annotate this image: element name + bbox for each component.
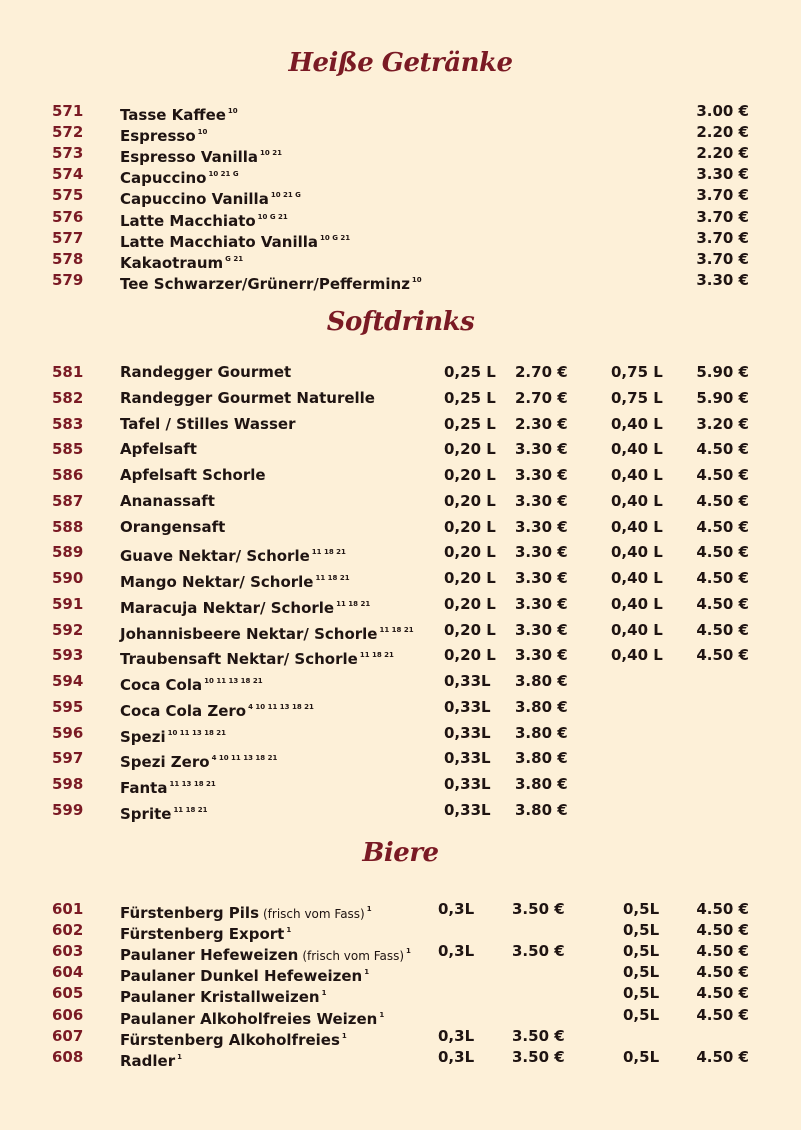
allergen-codes: 1 (286, 926, 292, 935)
item-name: Capuccino (120, 169, 207, 188)
item-name: Fürstenberg Alkoholfreies (120, 1030, 340, 1049)
item-name: Radler (120, 1051, 176, 1070)
item-name: Randegger Gourmet (120, 363, 292, 381)
item-number: 588 (52, 517, 84, 536)
item-number: 607 (52, 1026, 84, 1045)
menu-item-row (0, 962, 801, 986)
size-small: 0,3L (438, 1026, 475, 1045)
item-number: 583 (52, 414, 84, 433)
size-small: 0,3L (438, 900, 475, 918)
menu-item-row (0, 517, 801, 537)
price-large: 4.50 € (696, 1005, 749, 1024)
price-large: 5.90 € (696, 388, 749, 407)
menu-item-row (0, 414, 801, 434)
size-large: 0,5L (623, 984, 660, 1003)
item-number: 577 (52, 228, 84, 247)
item-number: 581 (52, 363, 84, 381)
item-name: Fürstenberg Pils (120, 904, 259, 922)
menu-item-row (0, 774, 801, 797)
item-name: Traubensaft Nektar/ Schorle (120, 650, 358, 669)
price-large: 4.50 € (696, 900, 749, 918)
size-small: 0,20 L (444, 466, 496, 484)
price-small: 3.30 € (515, 620, 568, 639)
size-large: 0,75 L (611, 363, 663, 381)
item-number: 601 (52, 900, 84, 918)
allergen-codes: 10 (227, 107, 238, 115)
item-name: Capuccino Vanilla (120, 190, 269, 209)
price-small: 3.50 € (512, 1047, 565, 1066)
price-small: 3.80 € (515, 697, 568, 716)
item-number: 579 (52, 270, 84, 289)
price-small: 3.80 € (515, 800, 568, 819)
size-small: 0,25 L (444, 388, 496, 407)
item-name: Kakaotraum (120, 253, 224, 272)
item-name-group (120, 568, 350, 592)
item-name: Apfelsaft Schorle (120, 466, 266, 484)
item-number: 575 (52, 186, 84, 205)
item-number: 606 (52, 1005, 84, 1024)
price-small: 3.50 € (512, 942, 565, 961)
item-name-group (120, 1047, 182, 1071)
item-name: Coca Cola Zero (120, 701, 247, 720)
size-large: 0,40 L (611, 646, 663, 665)
size-small: 0,3L (438, 1047, 475, 1066)
menu-item-row (0, 542, 801, 566)
size-large: 0,5L (623, 1005, 660, 1024)
section-title-hot-drinks: Heiße Getränke (288, 48, 513, 78)
item-name: Paulaner Kristallweizen (120, 988, 320, 1007)
size-large: 0,40 L (611, 594, 663, 613)
size-small: 0,20 L (444, 646, 496, 665)
menu-item-row (0, 465, 801, 485)
item-price: 2.20 € (696, 123, 749, 142)
allergen-codes: G 21 (225, 254, 244, 263)
price-small: 2.70 € (515, 388, 568, 407)
size-large: 0,5L (623, 921, 660, 940)
item-name: Coca Cola (120, 676, 203, 694)
menu-item-row (0, 671, 801, 694)
item-number: 593 (52, 646, 84, 665)
allergen-codes: 1 (406, 947, 411, 956)
item-number: 605 (52, 984, 84, 1003)
item-name-group (120, 414, 295, 434)
item-name-group (120, 671, 263, 695)
item-number: 576 (52, 207, 84, 226)
allergen-codes: 1 (379, 1010, 385, 1019)
menu-item-row (0, 1005, 801, 1028)
item-number: 574 (52, 165, 84, 184)
item-name-group (120, 388, 375, 408)
item-number: 586 (52, 466, 84, 484)
size-large: 0,5L (623, 1047, 660, 1066)
allergen-codes: 10 11 13 18 21 (204, 677, 263, 685)
size-small: 0,25 L (444, 414, 496, 433)
size-small: 0,33L (444, 723, 491, 742)
item-name: Tee Schwarzer/Grünerr/Pefferminz (120, 274, 410, 293)
item-number: 592 (52, 620, 84, 639)
item-name: Orangensaft (120, 517, 226, 536)
section-title-beers: Biere (362, 838, 439, 868)
item-number: 590 (52, 569, 84, 587)
item-name: Spezi Zero (120, 753, 210, 772)
allergen-codes: 10 (411, 275, 422, 284)
item-name: Latte Macchiato (120, 211, 256, 230)
allergen-codes: 1 (341, 1031, 347, 1040)
size-large: 0,40 L (611, 491, 663, 510)
item-number: 573 (52, 144, 84, 163)
menu-item-row (0, 491, 801, 511)
item-name: Paulaner Alkoholfreies Weizen (120, 1009, 378, 1028)
item-name: Tafel / Stilles Wasser (120, 414, 296, 433)
menu-item-row (0, 800, 801, 823)
item-name: Johannisbeere Nektar/ Schorle (120, 624, 378, 643)
allergen-codes: 11 18 21 (311, 548, 346, 557)
size-small: 0,20 L (444, 620, 496, 639)
menu-item-row (0, 594, 801, 617)
size-small: 0,33L (444, 697, 491, 716)
allergen-codes: 10 21 G (270, 191, 301, 200)
item-name: Paulaner Hefeweizen (120, 946, 299, 965)
allergen-codes: 11 13 18 21 (169, 780, 216, 788)
menu-item-row (0, 228, 801, 251)
allergen-codes: 10 21 (260, 149, 282, 158)
price-large: 4.50 € (696, 963, 749, 982)
item-name: Randegger Gourmet Naturelle (120, 388, 375, 407)
price-small: 3.30 € (515, 543, 568, 562)
menu-item-row (0, 697, 801, 720)
menu-item-row (0, 439, 801, 459)
size-small: 0,20 L (444, 517, 496, 536)
allergen-codes: 4 10 11 13 18 21 (211, 754, 278, 763)
menu-item-row (0, 920, 801, 944)
size-small: 0,25 L (444, 363, 496, 381)
item-number: 595 (52, 697, 84, 716)
item-name-group (120, 620, 414, 644)
price-large: 4.50 € (696, 569, 749, 587)
menu-item-row (0, 249, 801, 272)
item-price: 3.70 € (696, 228, 749, 247)
menu-item-row (0, 645, 801, 669)
size-large: 0,40 L (611, 414, 663, 433)
item-name-group (120, 697, 314, 721)
allergen-codes: 1 (366, 905, 372, 913)
price-small: 3.80 € (515, 723, 568, 742)
price-large: 4.50 € (696, 517, 749, 536)
menu-item-row (0, 185, 801, 209)
allergen-codes: 11 18 21 (379, 625, 414, 634)
size-large: 0,40 L (611, 517, 663, 536)
item-number: 572 (52, 123, 84, 142)
item-number: 589 (52, 543, 84, 562)
item-name-group (120, 748, 277, 772)
item-number: 571 (52, 102, 84, 120)
item-number: 604 (52, 963, 84, 982)
item-name: Tasse Kaffee (120, 106, 226, 124)
item-number: 582 (52, 388, 84, 407)
price-small: 3.30 € (515, 594, 568, 613)
size-large: 0,75 L (611, 388, 663, 407)
price-small: 3.80 € (515, 672, 568, 690)
price-small: 3.30 € (515, 646, 568, 665)
size-large: 0,40 L (611, 466, 663, 484)
item-name: Fürstenberg Export (120, 925, 285, 944)
item-name: Sprite (120, 804, 172, 823)
size-small: 0,20 L (444, 569, 496, 587)
item-name-group (120, 723, 226, 747)
item-price: 3.00 € (696, 102, 749, 120)
allergen-codes: 10 G 21 (257, 212, 288, 221)
price-large: 4.50 € (696, 646, 749, 665)
menu-item-row (0, 620, 801, 643)
item-name: Guave Nektar/ Schorle (120, 547, 310, 566)
allergen-codes: 10 21 G (208, 170, 239, 179)
size-large: 0,40 L (611, 543, 663, 562)
item-number: 608 (52, 1047, 84, 1066)
item-name: Espresso Vanilla (120, 148, 259, 167)
price-small: 3.30 € (515, 569, 568, 587)
item-name: Latte Macchiato Vanilla (120, 232, 319, 251)
price-large: 4.50 € (696, 984, 749, 1003)
item-name: Ananassaft (120, 491, 215, 510)
price-small: 3.50 € (512, 900, 565, 918)
menu-item-row (0, 270, 801, 293)
price-small: 3.30 € (515, 517, 568, 536)
allergen-codes: 11 18 21 (315, 574, 350, 582)
price-small: 3.30 € (515, 440, 568, 459)
item-name: Spezi (120, 727, 166, 746)
item-note: (frisch vom Fass) (263, 907, 365, 921)
allergen-codes: 10 11 13 18 21 (167, 728, 227, 737)
price-large: 4.50 € (696, 921, 749, 940)
size-small: 0,3L (438, 942, 475, 961)
item-number: 587 (52, 491, 84, 510)
item-name-group (120, 594, 370, 618)
price-small: 3.30 € (515, 466, 568, 484)
item-name-group (120, 542, 346, 566)
item-name-group (120, 491, 215, 511)
item-number: 591 (52, 594, 84, 613)
size-small: 0,20 L (444, 543, 496, 562)
allergen-codes: 10 G 21 (320, 233, 351, 242)
menu-item-row (0, 362, 801, 382)
item-number: 603 (52, 942, 84, 961)
size-large: 0,40 L (611, 569, 663, 587)
size-small: 0,33L (444, 749, 491, 768)
size-small: 0,33L (444, 672, 491, 690)
size-small: 0,33L (444, 800, 491, 819)
price-large: 4.50 € (696, 543, 749, 562)
menu-item-row (0, 568, 801, 591)
item-name: Espresso (120, 127, 196, 146)
price-small: 3.80 € (515, 749, 568, 768)
item-number: 602 (52, 921, 84, 940)
menu-item-row (0, 164, 801, 188)
price-large: 4.50 € (696, 942, 749, 961)
item-name-group (120, 465, 266, 485)
price-large: 5.90 € (696, 363, 749, 381)
item-name-group (120, 362, 291, 382)
size-small: 0,20 L (444, 594, 496, 613)
menu-item-row (0, 748, 801, 772)
item-note: (frisch vom Fass) (302, 949, 405, 964)
item-name-group (120, 439, 197, 459)
item-name-group (120, 270, 422, 294)
item-name-group (120, 774, 216, 798)
menu-item-row (0, 122, 801, 146)
allergen-codes: 10 (197, 128, 208, 137)
item-name-group (120, 645, 394, 669)
item-name: Mango Nektar/ Schorle (120, 573, 314, 591)
allergen-codes: 1 (177, 1052, 182, 1061)
menu-item-row (0, 388, 801, 408)
price-large: 4.50 € (696, 466, 749, 484)
size-small: 0,33L (444, 775, 491, 793)
price-large: 4.50 € (696, 491, 749, 510)
menu-item-row (0, 1026, 801, 1049)
item-name: Apfelsaft (120, 440, 197, 459)
size-large: 0,40 L (611, 620, 663, 639)
menu-item-row (0, 899, 801, 922)
item-name-group (120, 800, 208, 824)
item-number: 599 (52, 800, 84, 819)
item-number: 596 (52, 723, 84, 742)
price-small: 3.50 € (512, 1026, 565, 1045)
item-price: 3.70 € (696, 186, 749, 205)
size-large: 0,5L (623, 963, 660, 982)
menu-item-row (0, 207, 801, 230)
price-large: 4.50 € (696, 620, 749, 639)
item-price: 3.70 € (696, 249, 749, 268)
item-number: 594 (52, 672, 84, 690)
menu-item-row (0, 723, 801, 746)
price-small: 2.70 € (515, 363, 568, 381)
size-large: 0,5L (623, 942, 660, 961)
item-name: Paulaner Dunkel Hefeweizen (120, 967, 363, 986)
menu-item-row (0, 101, 801, 124)
allergen-codes: 1 (321, 989, 327, 998)
item-price: 2.20 € (696, 144, 749, 163)
allergen-codes: 11 18 21 (173, 805, 208, 814)
item-number: 598 (52, 775, 84, 793)
price-small: 3.80 € (515, 775, 568, 793)
item-price: 3.30 € (696, 165, 749, 184)
menu-item-row (0, 1047, 801, 1070)
menu-item-row (0, 143, 801, 167)
price-large: 4.50 € (696, 594, 749, 613)
price-large: 3.20 € (696, 414, 749, 433)
price-small: 3.30 € (515, 491, 568, 510)
price-small: 2.30 € (515, 414, 568, 433)
section-title-softdrinks: Softdrinks (326, 307, 475, 337)
item-number: 578 (52, 249, 84, 268)
allergen-codes: 1 (364, 968, 370, 977)
size-small: 0,20 L (444, 440, 496, 459)
menu-item-row (0, 941, 801, 965)
size-large: 0,40 L (611, 440, 663, 459)
item-name: Maracuja Nektar/ Schorle (120, 598, 335, 617)
item-number: 597 (52, 749, 84, 768)
price-large: 4.50 € (696, 440, 749, 459)
item-number: 585 (52, 440, 84, 459)
price-large: 4.50 € (696, 1047, 749, 1066)
size-small: 0,20 L (444, 491, 496, 510)
item-name: Fanta (120, 779, 168, 797)
allergen-codes: 11 18 21 (336, 599, 371, 608)
item-price: 3.30 € (696, 270, 749, 289)
size-large: 0,5L (623, 900, 660, 918)
allergen-codes: 4 10 11 13 18 21 (248, 702, 314, 711)
allergen-codes: 11 18 21 (359, 651, 394, 660)
menu-item-row (0, 983, 801, 1007)
item-price: 3.70 € (696, 207, 749, 226)
item-name-group (120, 517, 225, 537)
